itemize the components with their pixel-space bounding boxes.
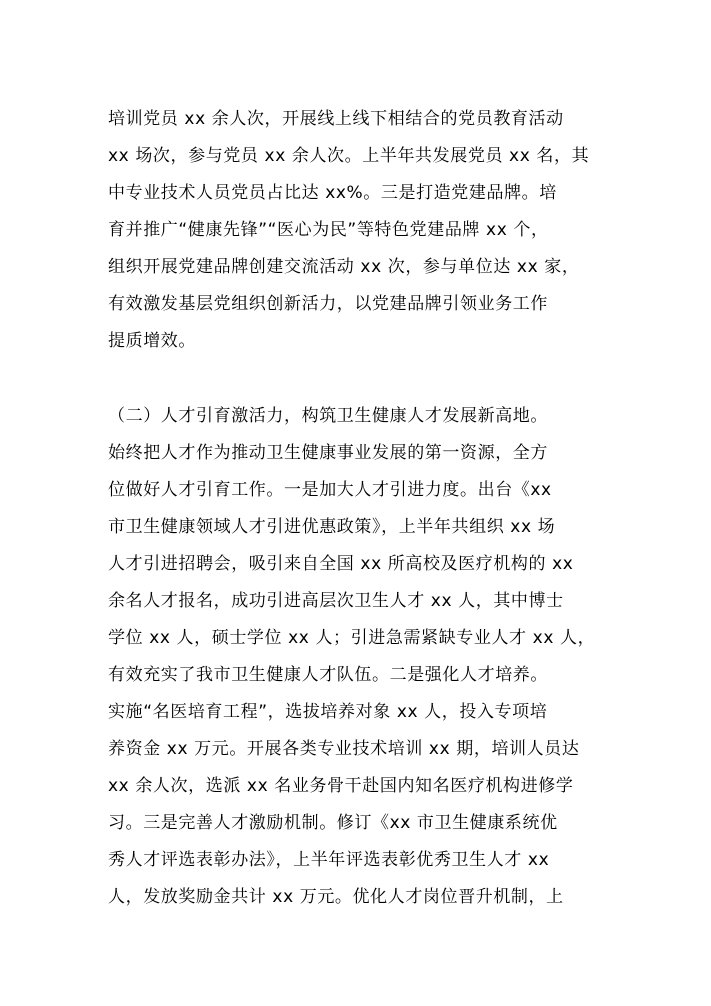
text-line: xx 余人次，选派 xx 名业务骨干赴国内知名医疗机构进修学 (108, 776, 574, 796)
text-line: 组织开展党建品牌创建交流活动 xx 次，参与单位达 xx 家， (108, 257, 580, 277)
text-line: 中专业技术人员党员占比达 xx%。三是打造党建品牌。培 (108, 183, 557, 203)
paragraph-party-building (108, 101, 608, 360)
text-line: 市卫生健康领域人才引进优惠政策》，上半年共组织 xx 场 (108, 517, 556, 537)
text-line: 位做好人才引育工作。一是加大人才引进力度。出台《xx (108, 480, 552, 500)
text-line: 余名人才报名，成功引进高层次卫生人才 xx 人，其中博士 (108, 591, 564, 611)
text-line: 育并推广“健康先锋”“医心为民”等特色党建品牌 xx 个， (108, 220, 549, 240)
text-line: 学位 xx 人，硕士学位 xx 人；引进急需紧缺专业人才 xx 人， (108, 628, 596, 648)
text-line: 养资金 xx 万元。开展各类专业技术培训 xx 期，培训人员达 (108, 739, 580, 759)
section-heading: （二）人才引育激活力，构筑卫生健康人才发展新高地。 (108, 406, 548, 426)
text-line: 实施“名医培育工程”，选拔培养对象 xx 人，投入专项培 (108, 702, 548, 722)
text-line: 有效激发基层党组织创新活力，以党建品牌引领业务工作 (108, 294, 548, 314)
text-line: 始终把人才作为推动卫生健康事业发展的第一资源，全方 (108, 443, 548, 463)
text-line: 提质增效。 (108, 331, 196, 351)
text-line: 培训党员 xx 余人次，开展线上线下相结合的党员教育活动 (108, 109, 564, 129)
text-line: 人，发放奖励金共计 xx 万元。优化人才岗位晋升机制，上 (108, 887, 564, 907)
text-line: 人才引进招聘会，吸引来自全国 xx 所高校及医疗机构的 xx (108, 554, 574, 574)
text-line: 习。三是完善人才激励机制。修订《xx 市卫生健康系统优 (108, 813, 558, 833)
paragraph-talent-development (108, 398, 608, 916)
text-line: xx 场次，参与党员 xx 余人次。上半年共发展党员 xx 名，其 (108, 146, 590, 166)
text-line: 有效充实了我市卫生健康人才队伍。二是强化人才培养。 (108, 665, 548, 685)
text-line: 秀人才评选表彰办法》，上半年评选表彰优秀卫生人才 xx (108, 850, 550, 870)
